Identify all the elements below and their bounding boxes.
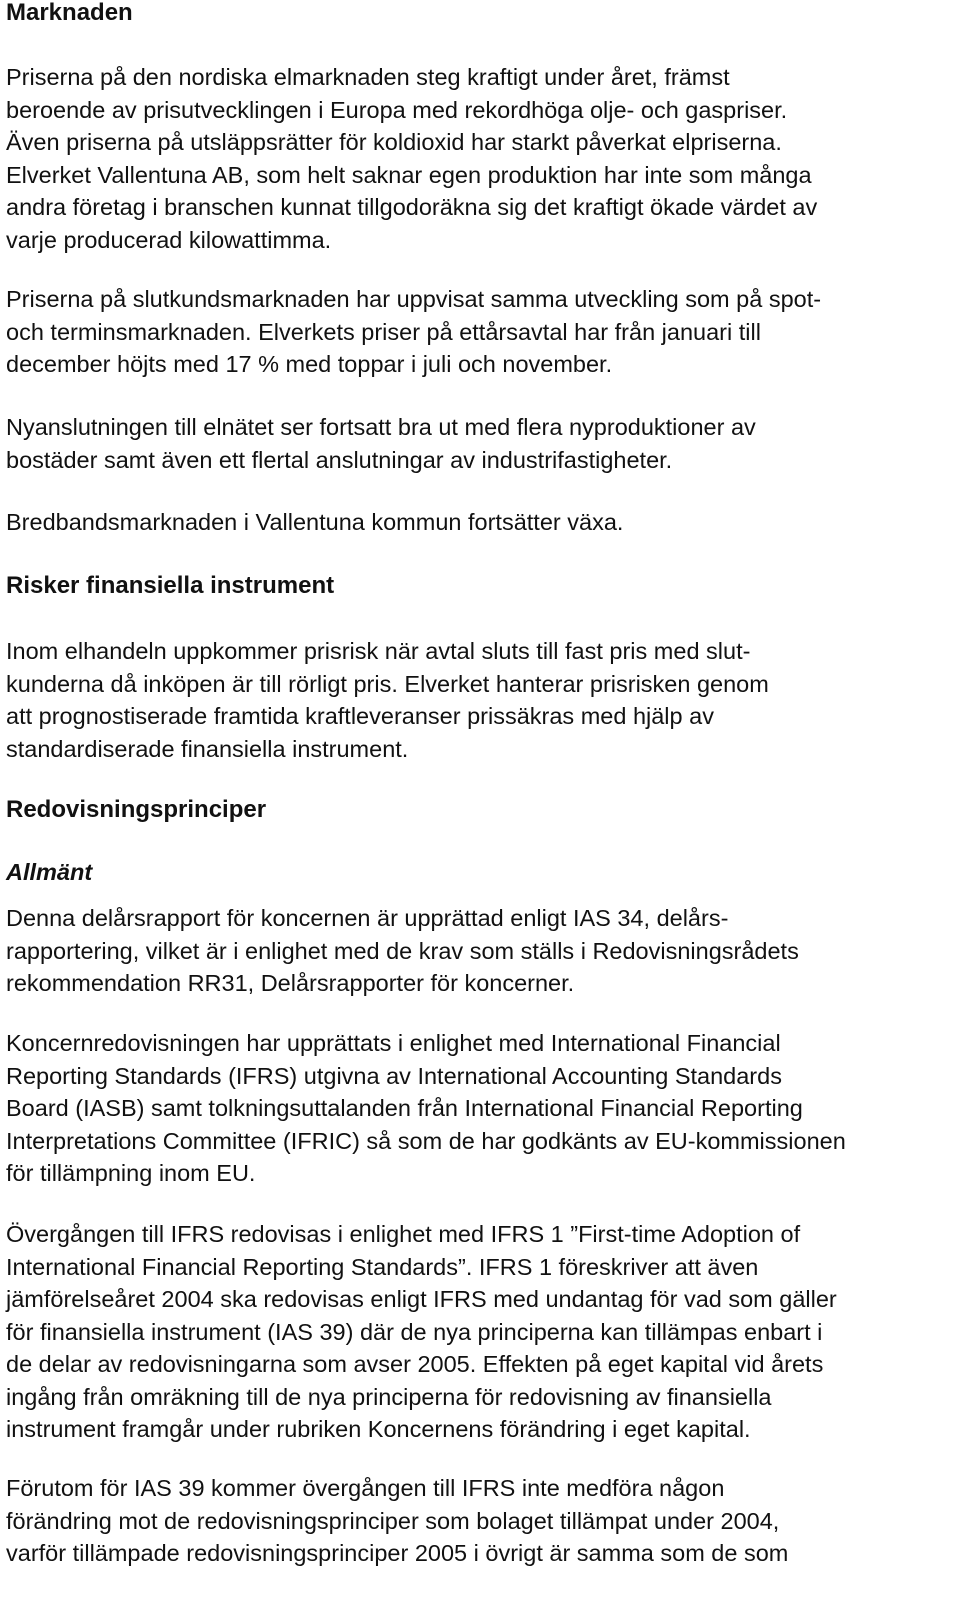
paragraph — [6, 1218, 837, 1446]
text-line: Nyanslutningen till elnätet ser fortsatt bra ut med flera nyproduktioner av — [6, 414, 756, 440]
text-line: Även priserna på utsläppsrätter för koldioxid har starkt påverkat elpriserna. — [6, 129, 782, 155]
paragraph — [6, 61, 817, 256]
text-line: för finansiella instrument (IAS 39) där de nya principerna kan tillämpas enbart i — [6, 1318, 823, 1345]
text-line: varje producerad kilowattimma. — [6, 226, 332, 253]
paragraph — [6, 635, 769, 765]
paragraph — [6, 1027, 846, 1190]
text-line: kunderna då inköpen är till rörligt pris. Elverket hanterar prisrisken genom — [6, 670, 769, 697]
paragraph — [6, 1472, 788, 1570]
text-line: varför tillämpade redovisningsprinciper 2005 i övrigt är samma som de som — [6, 1540, 789, 1566]
text-line: instrument framgår under rubriken Koncernens förändring i eget kapital. — [6, 1416, 751, 1442]
text-line: jämförelseåret 2004 ska redovisas enligt IFRS med undantag för vad som gäller — [6, 1286, 837, 1312]
text-line: för tillämpning inom EU. — [6, 1160, 256, 1186]
section-redovisning — [6, 794, 266, 826]
section-heading: Redovisningsprinciper — [6, 796, 267, 823]
text-line: Koncernredovisningen har upprättats i enlighet med International Financial — [6, 1030, 781, 1056]
text-line: rekommendation RR31, Delårsrapporter för koncerner. — [6, 970, 575, 996]
section-heading: Marknaden — [6, 0, 133, 26]
text-line: Övergången till IFRS redovisas i enlighet med IFRS 1 ”First-time Adoption of — [6, 1221, 801, 1247]
text-line: rapportering, vilket är i enlighet med de krav som ställs i Redovisningsrådets — [6, 937, 799, 964]
section-risker — [6, 570, 334, 602]
text-line: att prognostiserade framtida kraftleveranser prissäkras med hjälp av — [6, 703, 714, 729]
text-line: ingång från omräkning till de nya principerna för redovisning av finansiella — [6, 1383, 772, 1410]
text-line: andra företag i branschen kunnat tillgodoräkna sig det kraftigt ökade värdet av — [6, 194, 818, 220]
text-line: beroende av prisutvecklingen i Europa med rekordhöga olje- och gaspriser. — [6, 96, 788, 123]
text-line: Priserna på den nordiska elmarknaden steg kraftigt under året, främst — [6, 64, 730, 90]
text-line: Board (IASB) samt tolkningsuttalanden från International Financial Reporting — [6, 1095, 803, 1121]
section-heading: Risker finansiella instrument — [6, 572, 335, 599]
paragraph — [6, 506, 623, 539]
subsection-heading: Allmänt — [6, 859, 93, 885]
text-line: Reporting Standards (IFRS) utgivna av International Accounting Standards — [6, 1062, 782, 1089]
paragraph — [6, 283, 821, 381]
text-line: International Financial Reporting Standards”. IFRS 1 föreskriver att även — [6, 1253, 759, 1280]
subsection-heading-wrap — [6, 856, 92, 888]
text-line: och terminsmarknaden. Elverkets priser på ettårsavtal har från januari till — [6, 318, 761, 345]
text-line: Bredbandsmarknaden i Vallentuna kommun fortsätter växa. — [6, 509, 624, 535]
text-line: Denna delårsrapport för koncernen är upprättad enligt IAS 34, delårs- — [6, 905, 729, 931]
text-line: standardiserade finansiella instrument. — [6, 735, 409, 762]
text-line: Interpretations Committee (IFRIC) så som de har godkänts av EU-kommissionen — [6, 1127, 846, 1154]
paragraph — [6, 902, 799, 1000]
text-line: december höjts med 17 % med toppar i juli och november. — [6, 351, 613, 377]
text-line: Priserna på slutkundsmarknaden har uppvisat samma utveckling som på spot- — [6, 286, 822, 312]
text-line: de delar av redovisningarna som avser 2005. Effekten på eget kapital vid årets — [6, 1351, 824, 1377]
paragraph — [6, 411, 756, 476]
text-line: Förutom för IAS 39 kommer övergången till IFRS inte medföra någon — [6, 1475, 725, 1501]
text-line: Inom elhandeln uppkommer prisrisk när avtal sluts till fast pris med slut- — [6, 638, 751, 664]
text-line: Elverket Vallentuna AB, som helt saknar egen produktion har inte som många — [6, 161, 812, 188]
text-line: bostäder samt även ett flertal anslutningar av industrifastigheter. — [6, 446, 673, 473]
text-line: förändring mot de redovisningsprinciper som bolaget tillämpat under 2004, — [6, 1507, 780, 1534]
section-marknaden — [6, 0, 133, 29]
